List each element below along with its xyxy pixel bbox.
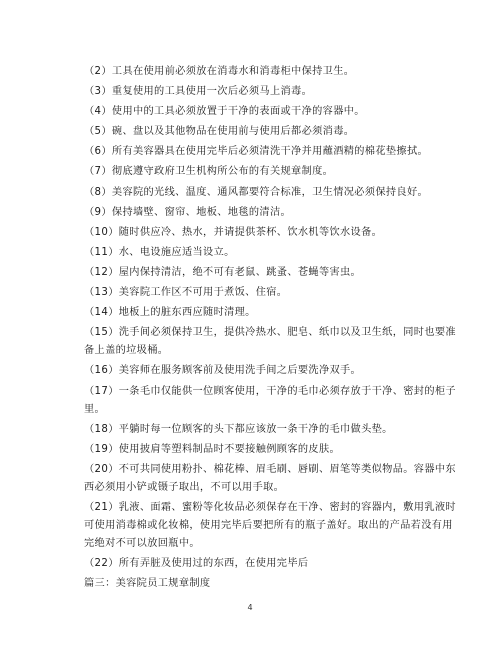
text-line: （22）所有弄脏及使用过的东西，在使用完毕后: [84, 558, 309, 570]
text-line: 备上盖的垃圾桶。: [84, 345, 169, 357]
text-line: （17）一条毛巾仅能供一位顾客使用，干净的毛巾必须存放于干净、密封的柜子: [84, 385, 456, 397]
text-line: （16）美容师在服务顾客前及使用洗手间之后要洗净双手。: [84, 365, 362, 377]
page-number: 4: [247, 603, 253, 612]
text-line: 里。: [84, 403, 106, 415]
text-line: （7）彻底遵守政府卫生机构所公布的有关规章制度。: [84, 166, 334, 178]
text-line: （11）水、电设施应适当设立。: [84, 246, 235, 258]
text-line: （5）碗、盘以及其他物品在使用前与使用后都必须消毒。: [84, 126, 355, 138]
text-line: （18）平躺时每一位顾客的头下都应该放一条干净的毛巾做头垫。: [84, 423, 393, 435]
text-line: （12）屋内保持清洁，绝不可有老鼠、跳蚤、苍蝇等害虫。: [84, 266, 362, 278]
text-line: （21）乳液、面霜、蜜粉等化妆品必须保存在干净、密封的容器内，敷用乳液时: [84, 502, 456, 514]
text-line: （14）地板上的脏东西应随时清理。: [84, 307, 256, 319]
text-line: （9）保持墙壁、窗帘、地板、地毯的清洁。: [84, 206, 292, 218]
text-line: （15）洗手间必须保持卫生，提供冷热水、肥皂、纸巾以及卫生纸，同时也要准: [84, 327, 456, 339]
text-line: （10）随时供应冷、热水，并请提供茶杯、饮水机等饮水设备。: [84, 226, 383, 238]
text-line: 西必须用小铲或镊子取出，不可以用手取。: [84, 481, 285, 493]
text-line: 可使用消毒棉或化妆棉，使用完毕后要把所有的瓶子盖好。取出的产品若没有用: [84, 520, 453, 532]
text-line: （13）美容院工作区不可用于煮饭、住宿。: [84, 287, 288, 299]
document-body: [84, 64, 456, 597]
text-line: （8）美容院的光线、温度、通风都要符合标准，卫生情况必须保持良好。: [84, 186, 429, 198]
text-line: （4）使用中的工具必须放置于干净的表面或干净的容器中。: [84, 106, 365, 118]
text-line: （2）工具在使用前必须放在消毒水和消毒柜中保持卫生。: [84, 66, 355, 77]
text-line: （3）重复使用的工具使用一次后必须马上消毒。: [84, 86, 313, 98]
text-line: （19）使用披肩等塑料制品时不要接触例顾客的皮肤。: [84, 443, 341, 455]
section-heading: 篇三：美容院员工规章制度: [84, 578, 211, 590]
text-line: （20）不可共同使用粉扑、棉花棒、眉毛刷、唇刷、眉笔等类似物品。容器中东: [84, 463, 456, 475]
text-line: （6）所有美容器具在使用完毕后必须清洗干净并用蘸酒精的棉花垫擦拭。: [84, 146, 429, 158]
text-line: 完绝对不可以放回瓶中。: [84, 538, 200, 550]
